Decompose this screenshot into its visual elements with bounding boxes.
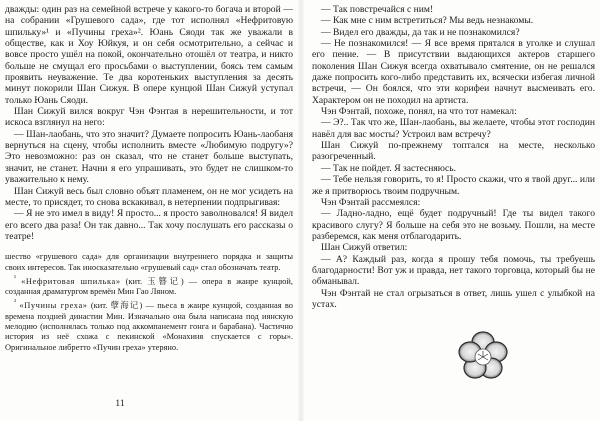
left-page-body	[5, 4, 293, 242]
footnote-2-title: «Пучины греха»	[19, 301, 88, 311]
paragraph: Шан Сижуй ответил:	[321, 242, 408, 254]
footnote-2	[5, 297, 293, 353]
paragraph: — Как мне с ним встретиться? Мы ведь незнакомы.	[321, 15, 534, 27]
left-page	[5, 4, 293, 353]
footnote-1-marker: ¹	[14, 273, 17, 282]
paragraph: — Так не пойдет. Я застесняюсь.	[321, 162, 456, 174]
paragraph: — А? Каждый раз, когда я прошу тебя помочь, ты требуешь благодарности! Вот уж и правда, нет такого торговца, который бы не обманывал.	[312, 253, 595, 288]
footnotes	[5, 252, 293, 353]
paragraph: — Шан-лаобань, что это значит? Думаете попросить Юань-лаобаня вернуться на сцену, чтобы исполнить вместе «Любимую подругу»? Это невозможно: раз он сказал, что не станет больше выступать, значит, не станет. Начни я его упрашивать, это будет не слишком-то уважительно к нему.	[5, 128, 293, 186]
paragraph: дважды: один раз на семейной встрече у какого-то богача и второй — на собрании «Грушевого сада», где тот исполнял «Нефритовую шпильку»¹ и «Пучины греха»². Юань Сяоди так же уважали в обществе, как и Хоу Юйкуя, и он себя осмотрительно, а сейчас и вовсе просто ушёл на покой, окончательно отошёл от театра, и никто больше не смущал его просьбами о выступлении, боясь тем самым проявить неуважение. Те два коротеньких выступления за десять минут покорили Шан Сижуя. В опере кунцюй Шан Сижуй уступал только Юань Сяоди.	[5, 4, 293, 106]
footnote-1-title: «Нефритовая шпилька»	[21, 276, 121, 286]
paragraph: — Ладно-ладно, ещё будет подручный! Где ты видел такого красивого слугу? Я больше на себя это не возьму. Пошли, на месте разберемся, как меня отблагодарить.	[312, 208, 595, 242]
footnote-1	[5, 273, 293, 297]
paragraph: — Я не это имел в виду! Я просто... я просто заволновался! Я видел его всего два раза! Он так давно... Так хочу послушать его рассказы о театре!	[5, 208, 293, 242]
paragraph: Чэн Фэнтай, похоже, понял, на что тот намекал:	[321, 106, 517, 118]
plum-blossom-icon	[455, 328, 511, 384]
right-page	[312, 4, 595, 310]
right-page-body	[312, 4, 595, 310]
paragraph: Шан Сижуй по-прежнему топтался на месте, несколько разогреченный.	[312, 140, 595, 163]
paragraph: — Тебе нельзя говорить, то я! Просто скажи, что я твой друг... или же я притворюсь твоим подручным.	[312, 174, 595, 197]
book-gutter	[298, 0, 304, 421]
footnote-2-marker: ²	[14, 298, 17, 307]
paragraph: Шан Сижуй весь был словно объят пламенем, он не мог усидеть на месте, то присядет, то снова вскакивал, в нетерпении подпрыгивая:	[5, 185, 293, 208]
paragraph: — Э?.. Так что же, Шан-лаобань, вы желаете, чтобы этот господин навёл для вас мосты? Устроил вам встречу?	[312, 117, 595, 140]
footnote-2-body: (кит. 孽海记) — пьеса в жанре кунцюй, созданная во времена поздней династии Мин. Изначально она была написана под иянскую мелодию (исполнялась только под аккомпанемент гонга и барабана). Частично история из неё схожа с пекинской «Монахиня спускается с горы». Оригинальное либретто «Пучин греха» утеряно.	[5, 301, 293, 352]
paragraph: Шан Сижуй вился вокруг Чэн Фэнтая в нерешительности, и тот искоса взглянул на него:	[5, 106, 293, 129]
footnote-1-body: (кит. 玉簪记) — опера в жанре кунцюй, созданная драматургом времён Мин Гао Ляном.	[5, 276, 294, 297]
paragraph: Чэн Фэнтай не стал огрызаться в ответ, лишь ушел с улыбкой на устах.	[312, 287, 595, 310]
page-number: 11	[115, 398, 125, 409]
footnote-continuation: шество «грушевого сада» для организации внутреннего порядка и защиты своих интересов. Так иносказательно «грушевый сад» стал обозначать театр.	[5, 252, 293, 272]
paragraph: — Не познакомился! — Я все время прятался в уголке и слушал его пение. — В присутствии выдающихся актеров старшего поколения Шан Сижуя всегда охватывало смятение, он не решался даже попросить кого-либо представить их, всячески избегая личной встречи, — Он боялся, что эти корифеи начнут высмеивать его. Характером он не походил на артиста.	[312, 38, 595, 106]
paragraph: Чэн Фэнтай рассмеялся:	[321, 196, 421, 208]
paragraph: — Так повстречайся с ним!	[321, 4, 434, 15]
paragraph: — Видел его дважды, да так и не познакомился?	[321, 26, 520, 38]
